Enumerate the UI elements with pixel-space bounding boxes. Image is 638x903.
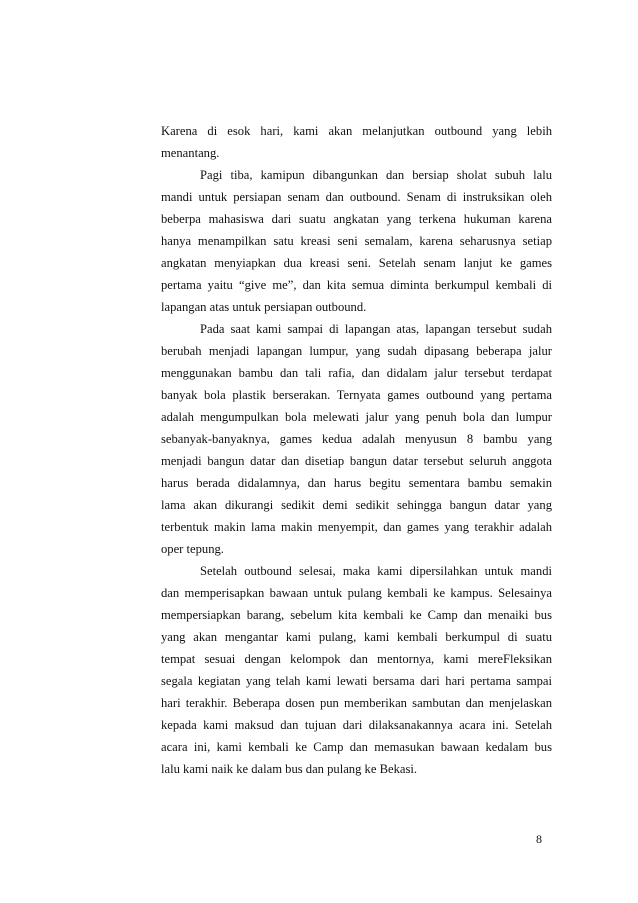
text-line: harus berada didalamnya, dan harus begitu sementara bambu semakin [161,476,552,490]
text-line: berubah menjadi lapangan lumpur, yang sudah dipasang beberapa jalur [161,344,552,358]
text-line: dan memperisapkan bawaan untuk pulang kembali ke kampus. Selesainya [161,586,552,600]
text-line: menggunakan bambu dan tali rafia, dan didalam jalur tersebut terdapat [161,366,552,380]
text-line: menjadi bangun datar dan disetiap bangun datar tersebut seluruh anggota [161,454,552,468]
text-line: hari terakhir. Beberapa dosen pun memberikan sambutan dan menjelaskan [161,696,552,710]
text-line: Pagi tiba, kamipun dibangunkan dan bersiap sholat subuh lalu [200,168,552,182]
text-line: segala kegiatan yang telah kami lewati bersama dari hari pertama sampai [161,674,552,688]
text-line: tempat sesuai dengan kelompok dan mentornya, kami mereFleksikan [161,652,552,666]
text-line: oper tepung. [161,542,224,556]
text-line: lama akan dikurangi sedikit demi sedikit sehingga bangun datar yang [161,498,552,512]
text-line: mempersiapkan barang, sebelum kita kembali ke Camp dan menaiki bus [161,608,552,622]
text-line: banyak bola plastik berserakan. Ternyata games outbound yang pertama [161,388,552,402]
text-line: acara ini, kami kembali ke Camp dan memasukan bawaan kedalam bus [161,740,552,754]
text-line: sebanyak-banyaknya, games kedua adalah menyusun 8 bambu yang [161,432,552,446]
text-line: yang akan mengantar kami pulang, kami kembali berkumpul di suatu [161,630,552,644]
text-line: kepada kami maksud dan tujuan dari dilaksanakannya acara ini. Setelah [161,718,552,732]
text-line: angkatan menyiapkan dua kreasi seni. Setelah senam lanjut ke games [161,256,552,270]
text-line: menantang. [161,146,220,160]
text-line: lapangan atas untuk persiapan outbound. [161,300,367,314]
text-line: Pada saat kami sampai di lapangan atas, lapangan tersebut sudah [200,322,552,336]
page-number: 8 [536,832,542,846]
text-line: beberpa mahasiswa dari suatu angkatan yang terkena hukuman karena [161,212,552,226]
text-line: Setelah outbound selesai, maka kami dipersilahkan untuk mandi [200,564,552,578]
text-line: terbentuk makin lama makin menyempit, dan games yang terakhir adalah [161,520,552,534]
text-line: mandi untuk persiapan senam dan outbound. Senam di instruksikan oleh [161,190,552,204]
text-line: Karena di esok hari, kami akan melanjutkan outbound yang lebih [161,124,552,138]
text-line: adalah mengumpulkan bola melewati jalur yang penuh bola dan lumpur [161,410,552,424]
text-line: hanya menampilkan satu kreasi seni semalam, karena seharusnya setiap [161,234,552,248]
text-line: pertama yaitu “give me”, dan kita semua diminta berkumpul kembali di [161,278,552,292]
text-line: lalu kami naik ke dalam bus dan pulang ke Bekasi. [161,762,418,776]
